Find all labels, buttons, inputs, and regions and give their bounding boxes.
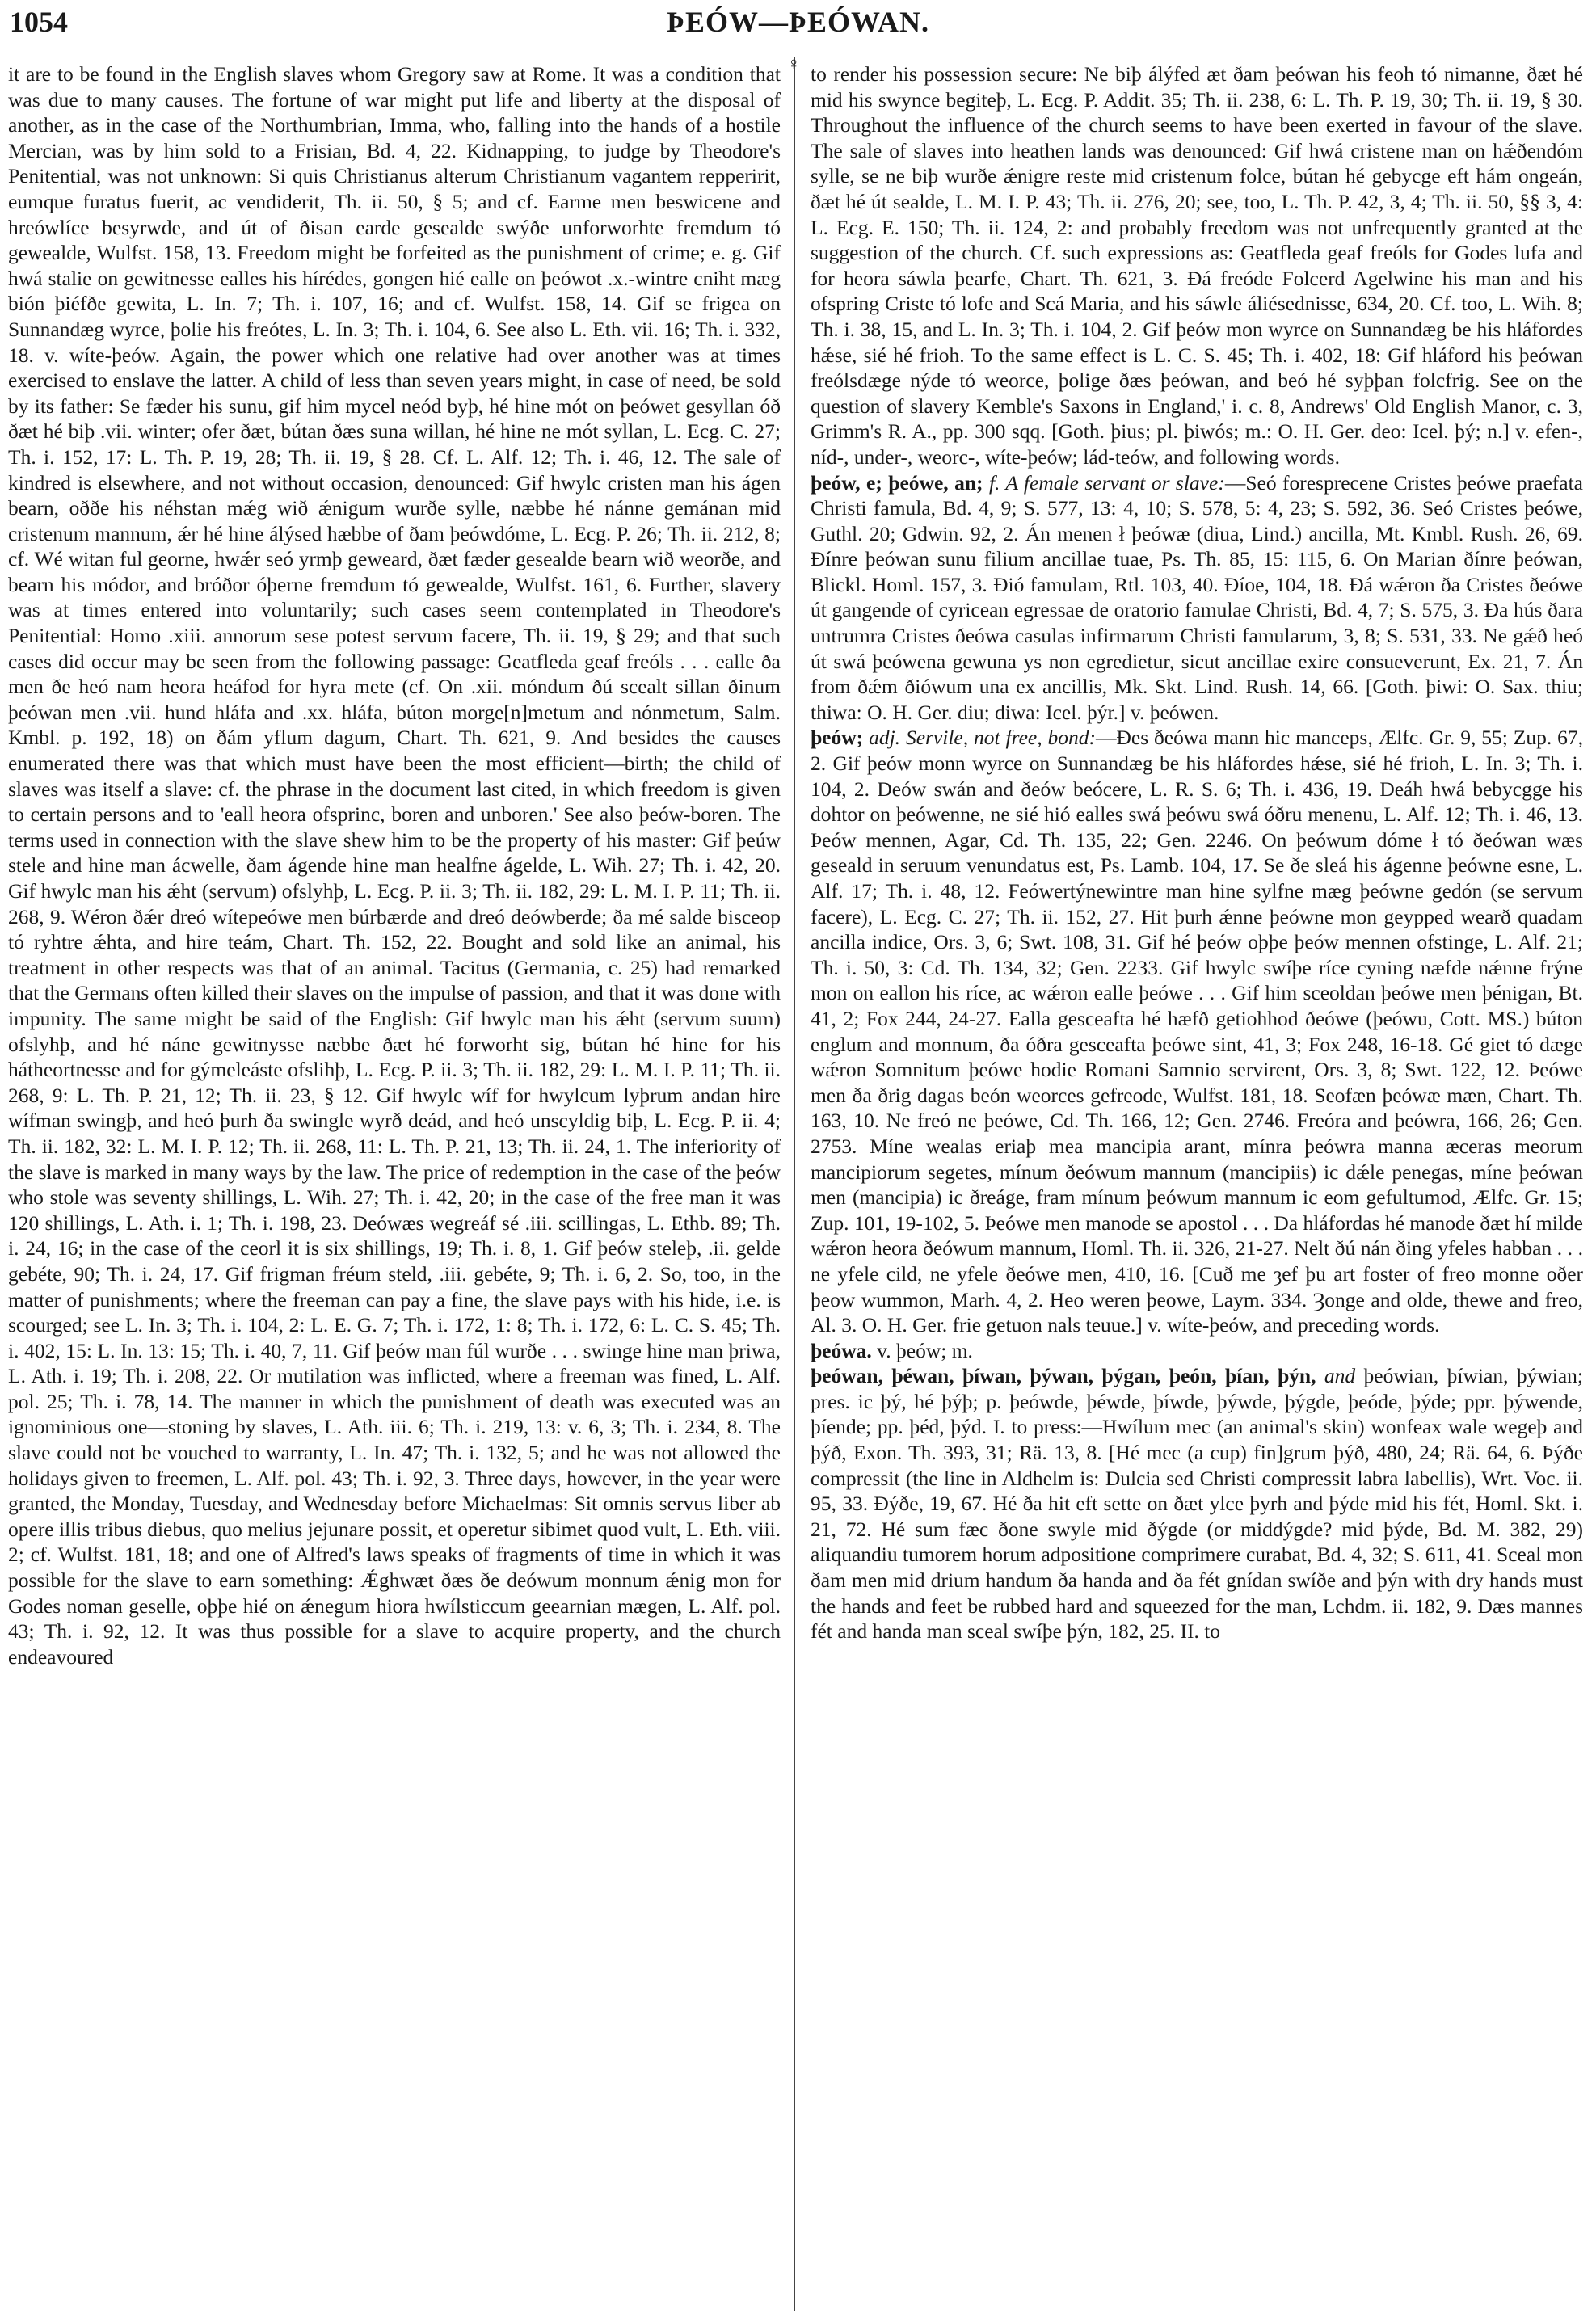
entry-headword: þeówa. [811,1338,872,1362]
entry-headword: þeówan, þéwan, þíwan, þýwan, þýgan, þeón, þían, þýn, [811,1364,1316,1388]
page-number: 1054 [10,6,68,38]
divider-ornament-icon: ♀ [787,53,801,74]
entry-body: —Ðes ðeówa mann hic manceps, Ælfc. Gr. 9, 55; Zup. 67, 2. Gif þeów monn wyrce on Sunnandæg be his hláfordes hǽse, sié hé frioh, L. In. 3; Th. i. 104, 2. Ðeów swán and ðeów beócere, L. R. S. 6; Th. i. 436, 19. Ðeáh hwá bebycgge his dohtor on þeówenne, ne sié hió ealles swá þeówu swá óðru menenu, L. Alf. 12; Th. i. 46, 13. Þeów mennen, Agar, Cd. Th. 135, 22; Gen. 2246. On þeówum dóme ł tó ðeówan wæs geseald in seruum venundatus est, Ps. Lamb. 104, 17. Se ðe sleá his ágenne þeówne esne, L. Alf. 17; Th. i. 48, 12. Feówertýnewintre man hine sylfne mæg þeówne gedón (se servum facere), L. Ecg. C. 27; Th. ii. 152, 27. Hit þurh ǽnne þeówne mon geypped wearð quadam ancilla indice, Ors. 3, 6; Swt. 108, 31. Gif hé þeów oþþe þeów mennen ofstinge, L. Alf. 21; Th. i. 50, 3: Cd. Th. 134, 32; Gen. 2233. Gif hwylc swíþe ríce cyning næfde nǽnne frýne mon on eallon his ríce, ac wǽron ealle þeówe . . . Gif him sceoldan þeówe men þénigan, Bt. 41, 2; Fox 244, 24-27. Ealla gesceafta hé hæfð getiohhod ðeówe (þeówu, Cott. MS.) búton englum and monnum, ða óðra gesceafta þeówe sint, 41, 3; Fox 248, 16-18. Gé giet tó dæge wǽron Somnitum þeówe hodie Romani Samnio servirent, Ors. 3, 8; Swt. 122, 12. Þeówe men ða ðrig dagas beón weorces gefreode, Wulfst. 181, 18. Seofæn þeówæ mæn, Chart. Th. 163, 10. Ne freó ne þeówe, Cd. Th. 166, 12; Gen. 2746. Freóra and þeówra, 166, 26; Gen. 2753. Míne wealas eriaþ mea mancipia arant, mínra þeówra manna æceras meorum mancipiorum segetes, mínum ðeówum mannum (mancipiis) ic dǽle penegas, míne þeówan men (mancipia) ic ðreáge, fram mínum þeówum mannum ic eom gefultumod, Ælfc. Gr. 15; Zup. 101, 19-102, 5. Þeówe men manode se apostol . . . Ða hláfordas hé manode ðæt hí milde wǽron heora ðeówum mannum, Homl. Th. ii. 326, 21-27. Nelt ðú nán ðing yfeles habban . . . ne yfele cild, ne yfele ðeówe men, 410, 16. [Cuð me ȝef þu art foster of freo monne oðer þeow wummon, Marh. 4, 2. Heo weren þeowe, Laym. 334. Ȝonge and olde, thewe and freo, Al. 3. O. H. Ger. frie getuon nals teuue.] v. wíte-þeów, and preceding words. [811,726,1583,1337]
dictionary-entry [811,725,1583,1337]
entry-body: v. þeów; m. [877,1338,973,1362]
dictionary-entry [811,1338,1583,1364]
left-column-text: it are to be found in the English slaves whom Gregory saw at Rome. It was a condition that was due to many causes. The fortune of war might put life and liberty at the disposal of another, as in the case of the Northumbrian, Imma, who, falling into the hands of a hostile Mercian, was by him sold to a Frisian, Bd. 4, 22. Kidnapping, to judge by Theodore's Penitential, was not unknown: Si quis Christianus alterum Christianum vagantem repperirit, eumque furatus fuerit, ac vendiderit, Th. ii. 50, § 5; and cf. Earme men beswicene and hreówlíce besyrwde, and út of ðisan earde gesealde swýðe unforworhte fremdum tó gewealde, Wulfst. 158, 13. Freedom might be forfeited as the punishment of crime; e. g. Gif hwá stalie on gewitnesse ealles his hírédes, gongen hié ealle on þeówot .x.-wintre cniht mæg bión þiéfðe gewita, L. In. 7; Th. i. 107, 16; and cf. Wulfst. 158, 14. Gif se frigea on Sunnandæg wyrce, þolie his freótes, L. In. 3; Th. i. 104, 6. See also L. Eth. vii. 16; Th. i. 332, 18. v. wíte-þeów. Again, the power which one relative had over another was at times exercised to enslave the latter. A child of less than seven years might, in case of need, be sold by its father: Se fæder his sunu, gif him mycel neód byþ, hé hine mót on þeówet gesyllan óð ðæt hé biþ .vii. winter; ofer ðæt, bútan ðæs suna willan, hé hine ne mót syllan, L. Ecg. C. 27; Th. i. 152, 17: L. Th. P. 19, 28; Th. ii. 19, § 28. Cf. L. Alf. 12; Th. i. 46, 12. The sale of kindred is elsewhere, and not without occasion, denounced: Gif hwylc cristen man his ágen bearn, oððe his néhstan mǽg wið ǽnigum wurðe sylle, næbbe hé nánne gemánan mid cristenum mannum, ǽr hé hine álýsed hæbbe of ðam þeówdóme, L. Ecg. P. 26; Th. ii. 212, 8; cf. Wé witan ful georne, hwǽr seó yrmþ geweard, ðæt fæder gesealde bearn wið weorðe, and bearn his módor, and bróðor óþerne fremdum tó gewealde, Wulfst. 161, 6. Further, slavery was at times entered into voluntarily; such cases seem contemplated in Theodore's Penitential: Homo .xiii. annorum sese potest servum facere, Th. ii. 19, § 29; and that such cases did occur may be seen from the following passage: Geatfleda geaf freóls . . . ealle ða men ðe heó nam heora heáfod for hyra mete (cf. On .xii. móndum ðú scealt sillan ðinum þeówan men .vii. hund hláfa and .xx. hláfa, búton morge[n]metum and nónmetum, Salm. Kmbl. p. 192, 18) on ðám yflum dagum, Chart. Th. 621, 9. And besides the causes enumerated there was that which must have been the most efficient—birth; the child of slaves was itself a slave: cf. the phrase in the document last cited, in which freedom is given to certain persons and to 'eall heora ofsprinc, boren and unboren.' See also þeów-boren. The terms used in connection with the slave shew him to be the property of his master: Gif þeúw stele and hine man ácwelle, ðam ágende hine man healfne ágelde, L. Wih. 27; Th. i. 42, 20. Gif hwylc man his ǽht (servum) ofslyhþ, L. Ecg. P. ii. 3; Th. ii. 182, 29: L. M. I. P. 11; Th. ii. 268, 9. Wéron ðǽr dreó wítepeówe men búrbærde and dreó deówberde; ða mé salde bisceop tó ryhtre ǽhta, and hire teám, Chart. Th. 152, 22. Bought and sold like an animal, his treatment in other respects was that of an animal. Tacitus (Germania, c. 25) had remarked that the Germans often killed their slaves on the impulse of passion, and that it was done with impunity. The same might be said of the English: Gif hwylc man his ǽht (servum suum) ofslyhþ, and hé náne gewitnysse næbbe ðæt hé forworht sig, bútan hé hine for his hátheortnesse and for gýmeleáste ofslihþ, L. Ecg. P. ii. 3; Th. ii. 182, 29: L. M. I. P. 11; Th. ii. 268, 9: L. Th. P. 21, 12; Th. ii. 23, § 12. Gif hwylc wíf for hwylcum lyþrum andan hire wífman swingþ, and heó þurh ða swingle wyrð deád, and heó unscyldig biþ, L. Ecg. P. ii. 4; Th. ii. 182, 32: L. M. I. P. 12; Th. ii. 268, 11: L. Th. P. 21, 13; Th. ii. 24, 1. The inferiority of the slave is marked in many ways by the law. The price of redemption in the case of the þeów who stole was seventy shillings, L. Wih. 27; Th. i. 42, 20; in the case of the free man it was 120 shillings, L. Ath. i. 1; Th. i. 198, 23. Ðeówæs wegreáf sé .iii. scillingas, L. Ethb. 89; Th. i. 24, 16; in the case of the ceorl it is six shillings, 19; Th. i. 8, 1. Gif þeów steleþ, .ii. gelde gebéte, 90; Th. i. 24, 17. Gif frigman fréum steld, .iii. gebéte, 9; Th. i. 6, 2. So, too, in the matter of punishments; where the freeman can pay a fine, the slave pays with his hide, i.e. is scourged; see L. In. 3; Th. i. 104, 2: L. E. G. 7; Th. i. 172, 1: 8; Th. i. 172, 6: L. C. S. 45; Th. i. 402, 15: L. In. 13: 15; Th. i. 40, 7, 11. Gif þeów man fúl wurðe . . . swinge hine man þriwa, L. Ath. i. 19; Th. i. 208, 22. Or mutilation was inflicted, where a freeman was fined, L. Alf. pol. 25; Th. i. 78, 14. The manner in which the punishment of death was executed was an ignominious one—stoning by slaves, L. Ath. iii. 6; Th. i. 219, 13: v. 6, 3; Th. i. 234, 8. The slave could not be vouched to warranty, L. In. 47; Th. i. 132, 5; and he was not allowed the holidays given to freemen, L. Alf. pol. 43; Th. i. 92, 3. Three days, however, in the year were granted, the Monday, Tuesday, and Wednesday before Michaelmas: Sit omnis servus liber ab opere illis tribus diebus, quo melius jejunare possit, et operetur sibimet quod vult, L. Eth. viii. 2; cf. Wulfst. 181, 18; and one of Alfred's laws speaks of fragments of time in which it was possible for the slave to earn something: Ǽghwæt ðæs ðe deówum monnum ǽnig mon for Godes noman geselle, oþþe hié on ǽnegum hiora hwílsticcum geearnian mægen, L. Alf. pol. 43; Th. i. 92, 12. It was thus possible for a slave to acquire property, and the church endeavoured [8,62,781,1669]
dictionary-entry [811,470,1583,726]
entry-body: —Seó foresprecene Cristes þeówe praefata Christi famula, Bd. 4, 9; S. 577, 13: 4, 10; S. 578, 5: 4, 23; S. 592, 36. Seó Cristes þeówe, Guthl. 20; Gdwin. 92, 2. Án menen ł þeówæ (diua, Lind.) ancilla, Mt. Kmbl. Rush. 26, 69. Ðínre þeówan sunu filium ancillae tuae, Ps. Th. 85, 15: 115, 6. On Marian ðínre þeówan, Blickl. Homl. 157, 3. Ðió famulam, Rtl. 103, 40. Ðíoe, 104, 18. Ðá wǽron ða Cristes ðeówe út gangende of cyricean egressae de oratorio famulae Christi, Bd. 4, 7; S. 575, 3. Ða hús ðara untrumra Cristes ðeówa casulas infirmarum Christi famularum, 3, 8; S. 531, 33. Ne gǽð heó út swá þeówena gewuna ys non egredietur, sicut ancillae exire consueverunt, Ex. 21, 7. Án from ðǽm ðiówum una ex ancillis, Mk. Skt. Lind. Rush. 14, 66. [Goth. þiwi: O. Sax. thiu; thiwa: O. H. Ger. diu; diwa: Icel. þýr.] v. þeówen. [811,470,1583,724]
running-title: ÞEÓW—ÞEÓWAN. [666,6,929,38]
entry-headword: þeów, e; þeówe, an; [811,470,983,495]
entry-headword: þeów; [811,726,864,750]
entry-pos: and [1324,1364,1356,1388]
dictionary-entry [811,1363,1583,1644]
right-column-continuation: to render his possession secure: Ne biþ álýfed æt ðam þeówan his feoh tó nimanne, ðæt hé mid his swynce begiteþ, L. Ecg. P. Addit. 35; Th. ii. 238, 6: L. Th. P. 19, 30; Th. ii. 19, § 30. Throughout the influence of the church seems to have been exerted in favour of the slave. The sale of slaves into heathen lands was denounced: Gif hwá cristene man on hǽðendóm sylle, se ne biþ wurðe ǽnigre reste mid cristenum folce, bútan hé gebycge eft hám ongeán, ðæt hé út sealde, L. M. I. P. 43; Th. ii. 276, 20; see, too, L. Th. P. 42, 3, 4; Th. ii. 50, §§ 3, 4: L. Ecg. E. 150; Th. ii. 124, 2: and probably freedom was not unfrequently granted at the suggestion of the church. Cf. such expressions as: Geatfleda geaf freóls for Godes lufa and for heora sáwla þearfe, Chart. Th. 621, 3. Ðá freóde Folcerd Agelwine his man and his ofspring Criste tó lofe and Scá Maria, and his sáwle áliésednisse, 634, 20. Cf. too, L. Wih. 8; Th. i. 38, 15, and L. In. 3; Th. i. 104, 2. Gif þeów mon wyrce on Sunnandæg be his hláfordes hǽse, sié hé frioh. To the same effect is L. C. S. 45; Th. i. 402, 18: Gif hláford his þeówan freólsdæge nýde tó weorce, þolige ðæs þeówan, and beó hé syþþan folcfrig. See on the question of slavery Kemble's Saxons in England,' i. c. 8, Andrews' Old English Manor, c. 3, Grimm's R. A., pp. 300 sqq. [Goth. þius; pl. þiwós; m.: O. H. Ger. deo: Icel. þý; n.] v. efen-, níd-, under-, weorc-, wíte-þeów; lád-teów, and following words. [811,62,1583,469]
entry-pos: adj. Servile, not free, bond: [869,726,1096,750]
left-column [8,61,781,2308]
entry-body: þeówian, þíwian, þýwian; pres. ic þý, hé þýþ; p. þeówde, þéwde, þíwde, þýwde, þýgde, þeóde, þýde; ppr. þýwende, þíende; pp. þéd, þýd. I. to press:—Hwílum mec (an animal's skin) wonfeax wale wegeþ and þýð, Exon. Th. 393, 31; Rä. 13, 8. [Hé mec (a cup) fin]grum þýð, 480, 24; Rä. 64, 6. Þýðe compressit (the line in Aldhelm is: Dulcia sed Christi compressit labra labellis), Wrt. Voc. ii. 95, 33. Ðýðe, 19, 67. Hé ða hit eft sette on ðæt ylce þyrh and þýde mid his fét, Homl. Skt. i. 21, 72. Hé sum fæc ðone swyle mid ðýgde (or middýgde? mid þýde, Bd. M. 382, 29) aliquandiu tumorem horum adpositione comprimere curabat, Bd. 4, 32; S. 611, 41. Sceal mon ðam men mid drium handum ða handa and ða fét gnídan swíðe and þýn with dry hands must the hands and feet be rubbed hard and squeezed for the man, Lchdm. ii. 182, 9. Ðæs mannes fét and handa man sceal swíþe þýn, 182, 25. II. to [811,1364,1583,1644]
entry-pos: f. A female servant or slave: [988,470,1225,495]
right-column [811,61,1583,2308]
column-divider [794,57,795,2311]
page-header [0,0,1596,40]
